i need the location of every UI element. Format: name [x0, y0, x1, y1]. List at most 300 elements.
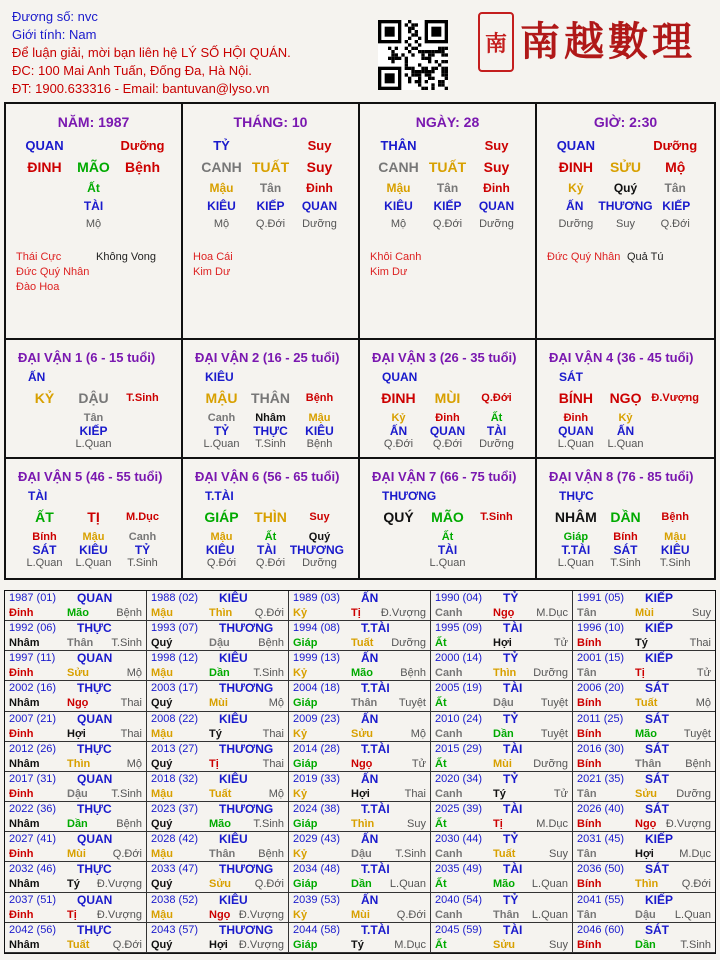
pillar-row [6, 136, 181, 155]
year-cell [431, 832, 573, 862]
year-can: Bính [577, 757, 602, 770]
year-chi: Mão [67, 607, 89, 619]
year-cell [573, 742, 715, 772]
year-can: Quý [151, 878, 173, 891]
year-chi: Tuất [351, 637, 374, 650]
dai-van-value: THƯƠNG [289, 543, 344, 557]
dai-van-value: L.Quan [203, 438, 240, 450]
year-truong-sinh: Dưỡng [391, 637, 426, 650]
pillar-row [183, 136, 358, 155]
pillar-value: Tân [664, 181, 686, 195]
year-truong-sinh: Đ.Vượng [238, 908, 284, 921]
year-can: Đinh [9, 787, 34, 800]
year-label: 2025 (39) [435, 803, 483, 816]
dai-van-thap-than: THỰC [559, 489, 594, 503]
year-label: 2016 (30) [577, 742, 625, 755]
pillar-stars [360, 250, 535, 280]
year-cell [289, 923, 431, 953]
dai-van-chi: MÙI [434, 390, 461, 406]
year-truong-sinh: Tuyệt [683, 727, 711, 740]
year-cell [573, 591, 715, 621]
pillar-value: TUẤT [251, 159, 290, 175]
year-can: Nhâm [9, 878, 40, 891]
owner-label: Đương số: [12, 9, 75, 24]
year-truong-sinh: Suy [549, 938, 568, 951]
year-can: Đinh [9, 848, 34, 861]
pillar-value: Kỷ [568, 181, 584, 195]
pillar-row [6, 157, 181, 177]
year-label: 2038 (52) [151, 893, 199, 906]
year-truong-sinh: L.Quan [674, 908, 711, 921]
year-label: 1989 (03) [293, 592, 341, 604]
year-chi: Tuất [493, 848, 516, 861]
dai-van-value: Q.Đới [255, 557, 286, 569]
dai-van-value: TÀI [256, 543, 277, 557]
year-chi: Ngọ [635, 818, 657, 831]
year-can: Tân [577, 667, 597, 680]
pillar-row [6, 215, 181, 232]
year-truong-sinh: Bệnh [685, 757, 711, 770]
year-cell [573, 923, 715, 953]
year-can: Giáp [293, 757, 318, 770]
dai-van-row [360, 531, 535, 543]
year-can: Mậu [151, 787, 173, 800]
dai-van-cell [360, 340, 537, 459]
year-thap-than: ẤN [361, 651, 379, 666]
year-truong-sinh: L.Quan [389, 878, 426, 891]
year-thap-than: SÁT [645, 741, 669, 756]
year-can: Đinh [9, 727, 34, 740]
year-can: Đinh [9, 908, 34, 921]
dai-van-value: Mậu [210, 531, 233, 543]
year-thap-than: SÁT [645, 681, 669, 696]
star-label: Không Vong [96, 251, 156, 263]
year-can: Kỷ [293, 727, 308, 740]
year-chi: Ngọ [67, 697, 89, 710]
dai-van-truong-sinh: M.Dục [126, 511, 159, 523]
year-label: 2009 (23) [293, 712, 341, 725]
year-truong-sinh: Suy [407, 818, 426, 831]
year-chi: Tị [209, 757, 219, 770]
year-chi: Tị [351, 607, 361, 619]
year-label: 2041 (55) [577, 893, 625, 906]
year-cell [289, 893, 431, 923]
dai-van-cell [183, 340, 360, 459]
year-label: 2043 (57) [151, 923, 199, 936]
dai-van-truong-sinh: T.Sinh [480, 511, 513, 523]
pillar-value: Mậu [209, 181, 234, 195]
pillar-value: Suy [307, 138, 332, 153]
year-chi: Tị [493, 818, 503, 831]
dai-van-row [537, 424, 714, 438]
year-cell [289, 802, 431, 832]
year-thap-than: KIÊU [219, 651, 248, 666]
dai-van-thap-than: QUAN [382, 370, 418, 384]
pillar-row [537, 197, 714, 215]
year-chi: Sửu [67, 667, 90, 680]
year-can: Kỷ [293, 667, 308, 680]
year-cell [573, 621, 715, 651]
dai-van-chi: DẬU [78, 390, 109, 406]
year-cell [5, 893, 147, 923]
year-can: Bính [577, 637, 602, 650]
star-label: Khôi Canh [370, 251, 422, 263]
year-chi: Tuất [209, 787, 232, 800]
pillar-value: Mộ [213, 217, 230, 230]
year-label: 2008 (22) [151, 712, 199, 725]
dai-van-heading: ĐẠI VẬN 5 (46 - 55 tuổi) [18, 469, 163, 484]
year-label: 2042 (56) [9, 923, 57, 936]
dai-van-value: L.Quan [429, 557, 466, 569]
year-label: 2027 (41) [9, 833, 57, 846]
year-cell [289, 651, 431, 681]
dai-van-heading: ĐẠI VẬN 7 (66 - 75 tuổi) [372, 469, 517, 484]
year-can: Ất [435, 878, 447, 891]
year-thap-than: TỶ [503, 711, 519, 726]
year-can: Tân [577, 908, 597, 921]
dai-van-row [360, 543, 535, 557]
pillar-cell [183, 104, 360, 338]
pillar-value: Q.Đới [660, 217, 690, 230]
dai-van-value: Kỷ [391, 412, 406, 424]
pillar-value: ĐINH [558, 159, 593, 175]
year-label: 2020 (34) [435, 772, 483, 785]
year-thap-than: THỰC [77, 862, 112, 877]
pillar-value: Tân [259, 181, 282, 195]
dai-van-heading: ĐẠI VẬN 1 (6 - 15 tuổi) [18, 350, 156, 365]
year-thap-than: QUAN [77, 832, 113, 847]
year-thap-than: KIÊU [219, 591, 248, 605]
year-truong-sinh: M.Dục [536, 607, 568, 619]
year-can: Ất [435, 818, 447, 831]
year-cell [431, 893, 573, 923]
year-label: 1992 (06) [9, 622, 57, 635]
brand-logo: 南越數理 [520, 18, 696, 65]
star-label: Quả Tú [627, 251, 664, 263]
pillar-heading: NGÀY: 28 [415, 114, 480, 130]
phone-email-line: ĐT: 1900.633316 - Email: bantuvan@lyso.vn [12, 81, 270, 96]
dai-van-can-chi [537, 390, 714, 406]
year-truong-sinh: Đ.Vượng [96, 908, 142, 921]
dai-van-value: Nhâm [255, 412, 286, 424]
pillar-value: Q.Đới [432, 217, 463, 230]
year-can: Canh [435, 787, 463, 800]
year-cell [289, 832, 431, 862]
year-cell [5, 591, 147, 621]
year-label: 2011 (25) [577, 712, 624, 725]
year-chi: Ngọ [351, 757, 373, 770]
pillar-cell [537, 104, 714, 338]
star-label: Thái Cực [16, 251, 62, 263]
year-chi: Hợi [635, 848, 654, 861]
year-can: Quý [151, 697, 173, 710]
dai-van-value: THỰC [253, 424, 288, 438]
year-thap-than: TÀI [503, 802, 523, 817]
year-cell [147, 621, 289, 651]
year-chi: Dậu [493, 697, 514, 710]
year-thap-than: KIÊU [219, 771, 248, 786]
year-chi: Mão [351, 667, 373, 680]
year-cell [431, 591, 573, 621]
pillar-value: Quý [613, 181, 638, 195]
year-label: 2001 (15) [577, 652, 625, 665]
year-label: 2039 (53) [293, 893, 341, 906]
dai-van-value: L.Quan [557, 438, 594, 450]
year-cell [5, 862, 147, 892]
year-thap-than: KIẾP [645, 832, 674, 847]
year-truong-sinh: Q.Đới [396, 908, 426, 921]
dai-van-can: MẬU [205, 390, 238, 406]
year-truong-sinh: Q.Đới [254, 878, 284, 891]
dai-van-can: GIÁP [204, 509, 239, 525]
year-chi: Dậu [67, 787, 88, 800]
year-truong-sinh: Bệnh [116, 607, 142, 619]
year-can: Giáp [293, 938, 318, 951]
year-chi: Thìn [67, 757, 91, 770]
dai-van-chi: NGỌ [609, 390, 642, 406]
year-chi: Hợi [209, 938, 228, 951]
year-thap-than: ẤN [361, 892, 379, 907]
dai-van-chi: MÃO [431, 509, 464, 525]
year-chi: Dần [67, 818, 88, 831]
pillar-value: Bệnh [125, 159, 160, 175]
year-thap-than: ẤN [361, 771, 379, 786]
dai-van-thap-than: SÁT [559, 370, 583, 384]
year-cell [5, 923, 147, 953]
year-cell [147, 591, 289, 621]
year-chi: Thân [209, 848, 236, 861]
gender-label: Giới tính: [12, 27, 66, 42]
year-thap-than: TÀI [503, 922, 523, 937]
year-chi: Dậu [635, 908, 656, 921]
year-truong-sinh: Bệnh [116, 818, 142, 831]
year-truong-sinh: T.Sinh [680, 938, 711, 951]
dai-van-can-chi [183, 390, 358, 406]
year-thap-than: THỰC [77, 802, 112, 817]
year-truong-sinh: T.Sinh [111, 637, 142, 650]
year-truong-sinh: Đ.Vượng [96, 878, 142, 891]
pillar-value: Suy [483, 159, 510, 175]
year-chi: Thìn [351, 818, 375, 831]
year-can: Nhâm [9, 818, 40, 831]
year-thap-than: T.TÀI [361, 681, 390, 696]
pillar-value: SỬU [609, 159, 642, 175]
dai-van-value: Quý [308, 531, 331, 543]
year-cell [431, 651, 573, 681]
dai-van-row [183, 424, 358, 438]
year-cell [573, 862, 715, 892]
year-truong-sinh: Tuyệt [540, 697, 568, 710]
star-label: Hoa Cái [193, 251, 233, 263]
year-chi: Thân [67, 637, 94, 650]
year-label: 2012 (26) [9, 742, 57, 755]
dai-van-value: TỶ [213, 424, 230, 438]
year-can: Nhâm [9, 697, 40, 710]
dai-van-value: Bính [613, 531, 638, 543]
dai-van-value: Ất [264, 531, 277, 543]
year-cell [5, 681, 147, 711]
year-chi: Tý [209, 727, 222, 740]
year-thap-than: THỰC [77, 621, 112, 636]
year-label: 1997 (11) [9, 652, 56, 665]
year-label: 1990 (04) [435, 592, 483, 604]
dai-van-value: ẤN [389, 424, 408, 438]
pillars-grid [4, 102, 716, 340]
pillar-value: TỶ [213, 138, 230, 153]
pillar-row [360, 136, 535, 155]
year-thap-than: SÁT [645, 771, 669, 786]
pillar-row [183, 179, 358, 197]
pillar-row [360, 157, 535, 177]
year-label: 2023 (37) [151, 803, 199, 816]
year-label: 1996 (10) [577, 622, 625, 635]
pillar-value: Dưỡng [653, 138, 698, 153]
year-cell [5, 621, 147, 651]
dai-van-row [360, 424, 535, 438]
star-label: Kim Dư [193, 266, 231, 278]
year-label: 2013 (27) [151, 742, 199, 755]
dai-van-row [6, 543, 181, 557]
year-thap-than: TỶ [503, 892, 519, 907]
year-chi: Hợi [351, 787, 370, 800]
year-can: Kỷ [293, 607, 308, 619]
dai-van-value: Q.Đới [432, 438, 463, 450]
year-cell [431, 742, 573, 772]
dai-van-value: Ất [441, 531, 454, 543]
year-cell [289, 621, 431, 651]
pillar-value: Mậu [386, 181, 411, 195]
dai-van-value: Đinh [563, 412, 589, 424]
year-truong-sinh: Đ.Vượng [380, 607, 426, 619]
year-chi: Mão [635, 727, 657, 740]
dai-van-value: SÁT [32, 543, 57, 557]
year-chi: Thìn [493, 667, 517, 680]
pillar-value: Dưỡng [120, 138, 165, 153]
year-truong-sinh: Tử [553, 787, 568, 800]
year-cell [289, 591, 431, 621]
year-can: Ất [435, 637, 447, 650]
year-thap-than: ẤN [361, 711, 379, 726]
year-truong-sinh: Thai [120, 727, 142, 740]
year-label: 2014 (28) [293, 742, 341, 755]
year-label: 2004 (18) [293, 682, 341, 695]
year-thap-than: KIÊU [219, 711, 248, 726]
pillar-value: CANH [378, 159, 419, 175]
year-thap-than: KIÊU [219, 892, 248, 907]
year-truong-sinh: Mộ [126, 667, 142, 680]
year-label: 2007 (21) [9, 712, 57, 725]
year-chi: Sửu [493, 938, 516, 951]
year-label: 2006 (20) [577, 682, 625, 695]
year-label: 2032 (46) [9, 863, 57, 876]
pillar-row [537, 179, 714, 197]
dai-van-value: QUAN [429, 424, 466, 438]
pillar-row [537, 157, 714, 177]
year-can: Bính [577, 697, 602, 710]
dai-van-value: ẤN [616, 424, 635, 438]
year-truong-sinh: M.Dục [536, 818, 568, 831]
year-can: Nhâm [9, 637, 40, 650]
dai-van-row [360, 557, 535, 569]
year-truong-sinh: Q.Đới [112, 848, 142, 861]
dai-van-thap-than: ẤN [28, 370, 46, 384]
year-thap-than: KIẾP [645, 591, 674, 605]
year-thap-than: SÁT [645, 862, 669, 877]
year-truong-sinh: Dưỡng [533, 667, 568, 680]
pillar-row [360, 215, 535, 232]
year-can: Nhâm [9, 757, 40, 770]
year-can: Canh [435, 848, 463, 861]
dai-van-value: Q.Đới [383, 438, 414, 450]
pillar-value: KIÊU [207, 199, 236, 213]
year-label: 1995 (09) [435, 622, 483, 635]
year-chi: Tý [351, 938, 364, 951]
dai-van-cell [537, 459, 714, 578]
dai-van-row [183, 543, 358, 557]
dai-van-can-chi [183, 509, 358, 525]
year-label: 2019 (33) [293, 772, 341, 785]
owner-value: nvc [77, 9, 98, 24]
year-label: 1994 (08) [293, 622, 341, 635]
year-cell [573, 802, 715, 832]
year-truong-sinh: Tử [411, 757, 426, 770]
star-label: Đức Quý Nhân [16, 266, 90, 278]
dai-van-can: NHÂM [554, 509, 597, 525]
year-label: 2005 (19) [435, 682, 483, 695]
dai-van-row [537, 531, 714, 543]
year-thap-than: THƯƠNG [219, 862, 274, 877]
dai-van-heading: ĐẠI VẬN 4 (36 - 45 tuổi) [549, 350, 694, 365]
dai-van-truong-sinh: Đ.Vượng [651, 392, 699, 404]
year-thap-than: KIẾP [645, 651, 674, 666]
year-chi: Dần [635, 938, 656, 951]
contact-line: Để luận giải, mời bạn liên hệ LÝ SỐ HỘI QUÁN. [12, 45, 291, 60]
dai-van-can-chi [537, 509, 714, 525]
year-chi: Ngọ [209, 908, 231, 921]
year-cell [147, 923, 289, 953]
year-can: Tân [577, 787, 597, 800]
pillar-value: KIẾP [256, 199, 285, 213]
year-can: Giáp [293, 697, 318, 710]
year-truong-sinh: Dưỡng [533, 757, 568, 770]
year-cell [5, 772, 147, 802]
year-thap-than: T.TÀI [361, 922, 390, 937]
year-thap-than: THỰC [77, 741, 112, 756]
year-label: 2035 (49) [435, 863, 483, 876]
year-label: 2024 (38) [293, 803, 341, 816]
dai-van-value: L.Quan [607, 438, 644, 450]
pillar-cell [360, 104, 537, 338]
year-thap-than: TỶ [503, 651, 519, 666]
year-truong-sinh: M.Dục [679, 848, 711, 861]
pillar-value: KIẾP [662, 199, 691, 213]
year-chi: Tị [635, 667, 645, 680]
pillar-value: Dưỡng [479, 217, 514, 230]
year-can: Canh [435, 667, 463, 680]
year-label: 2045 (59) [435, 923, 483, 936]
year-can: Quý [151, 818, 173, 831]
year-label: 1991 (05) [577, 592, 625, 604]
pillar-heading: NĂM: 1987 [57, 114, 130, 130]
dai-van-value: TÀI [437, 543, 458, 557]
year-can: Kỷ [293, 848, 308, 861]
pillar-value: THƯƠNG [598, 199, 653, 213]
year-label: 2044 (58) [293, 923, 341, 936]
dai-van-row [183, 438, 358, 450]
dai-van-value: QUAN [558, 424, 594, 438]
seal-text: 南 [484, 30, 507, 57]
year-truong-sinh: Thai [262, 727, 284, 740]
